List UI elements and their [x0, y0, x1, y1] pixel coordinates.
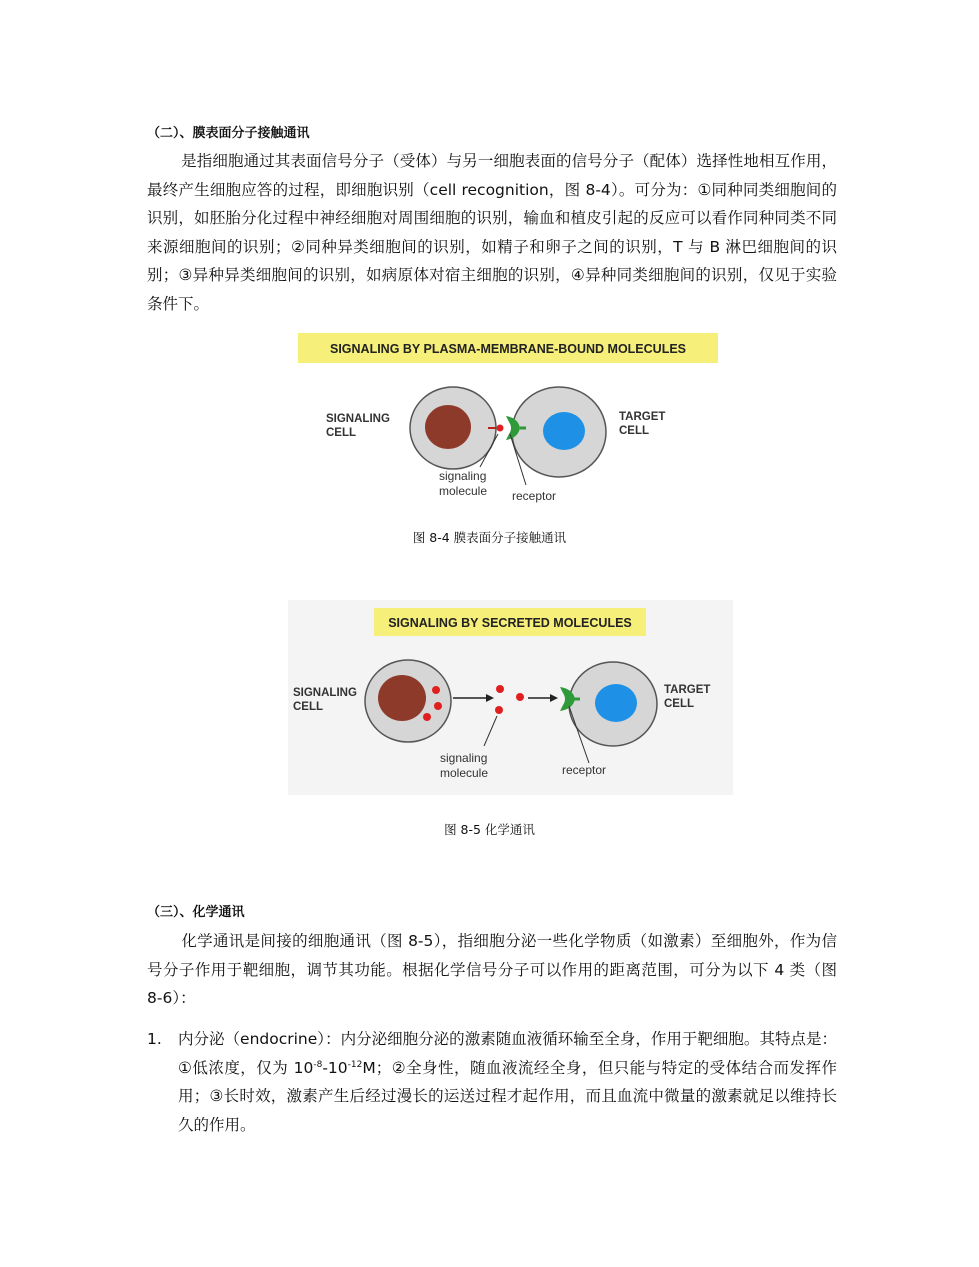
figure-secreted-signaling — [288, 600, 733, 795]
receptor-label: receptor — [562, 763, 607, 777]
vesicle-molecule — [434, 702, 442, 710]
figure-banner-text: SIGNALING BY PLASMA-MEMBRANE-BOUND MOLECULES — [329, 342, 687, 356]
paragraph-membrane-contact — [147, 147, 837, 318]
target-cell-nucleus — [595, 684, 637, 722]
signaling-cell-label-line1: SIGNALING — [326, 413, 390, 425]
signaling-cell-nucleus — [425, 405, 471, 449]
receptor-label: receptor — [512, 489, 557, 503]
section-heading-membrane-contact: （二）、膜表面分子接触通讯 — [147, 126, 310, 141]
list-item-endocrine — [147, 1025, 837, 1139]
signaling-molecule — [516, 693, 524, 701]
target-cell-label-line1: TARGET — [619, 411, 666, 423]
paragraph-chemical-text: 化学通讯是间接的细胞通讯（图 8-5），指细胞分泌一些化学物质（如激素）至细胞外，作为信号分子作用于靶细胞，调节其功能。根据化学信号分子可以作用的距离范围，可分为以下 4 类（图 8-6）： — [147, 932, 837, 1007]
signaling-cell-label-line2: CELL — [293, 701, 324, 713]
superscript-exponent: -8 — [313, 1059, 323, 1070]
signaling-molecule — [495, 706, 503, 714]
signaling-molecule — [496, 685, 504, 693]
target-cell-label-line1: TARGET — [664, 684, 711, 696]
signaling-cell-label-line2: CELL — [326, 427, 357, 439]
figure-caption-8-5: 图 8-5 化学通讯 — [444, 822, 535, 837]
vesicle-molecule — [432, 686, 440, 694]
paragraph-membrane-contact-text: 是指细胞通过其表面信号分子（受体）与另一细胞表面的信号分子（配体）选择性地相互作用，最终产生细胞应答的过程，即细胞识别（cell recognition，图 8-4）。可分为：①同种同类细胞间的识别，如胚胎分化过程中神经细胞对周围细胞的识别，输血和植皮引起的反应可以看作同种同类不同来源细胞间的识别；②同种异类细胞间的识别，如精子和卵子之间的识别，T 与 B 淋巴细胞间的识别；③异种异类细胞间的识别，如病原体对宿主细胞的识别，④异种同类细胞间的识别，仅见于实验条件下。 — [147, 152, 837, 313]
paragraph-chemical — [147, 927, 837, 1013]
list-item-text-part2: -10 — [322, 1058, 348, 1077]
signaling-cell-label-line1: SIGNALING — [293, 687, 357, 699]
list-item-text-part1: 内分泌（endocrine）：内分泌细胞分泌的激素随血液循环输至全身，作用于靶细胞。其特点是：①低浓度，仅为 10 — [178, 1030, 837, 1077]
molecule-label-line2: molecule — [439, 484, 488, 498]
list-item-body — [178, 1025, 837, 1139]
target-cell-nucleus — [543, 412, 585, 450]
figure-membrane-bound-signaling — [296, 330, 726, 510]
signaling-cell-nucleus — [378, 675, 426, 721]
list-item-text-part3: M；②全身性，随血液流经全身，但只能与特定的受体结合而发挥作用；③长时效，激素产生后经过漫长的运送过程才起作用，而且血流中微量的激素就足以维持长久的作用。 — [178, 1058, 837, 1134]
molecule-label-line1: signaling — [440, 751, 488, 765]
target-cell-label-line2: CELL — [664, 698, 695, 710]
target-cell-label-line2: CELL — [619, 425, 650, 437]
superscript-exponent: -12 — [347, 1059, 363, 1070]
molecule-label-line2: molecule — [440, 766, 489, 780]
list-item-number: 1. — [147, 1030, 162, 1048]
molecule-label-line1: signaling — [439, 469, 487, 483]
signaling-molecule — [497, 425, 504, 432]
figure-banner-text: SIGNALING BY SECRETED MOLECULES — [388, 616, 632, 630]
vesicle-molecule — [423, 713, 431, 721]
section-heading-chemical: （三）、化学通讯 — [147, 905, 245, 920]
figure-caption-8-4: 图 8-4 膜表面分子接触通讯 — [412, 530, 567, 545]
